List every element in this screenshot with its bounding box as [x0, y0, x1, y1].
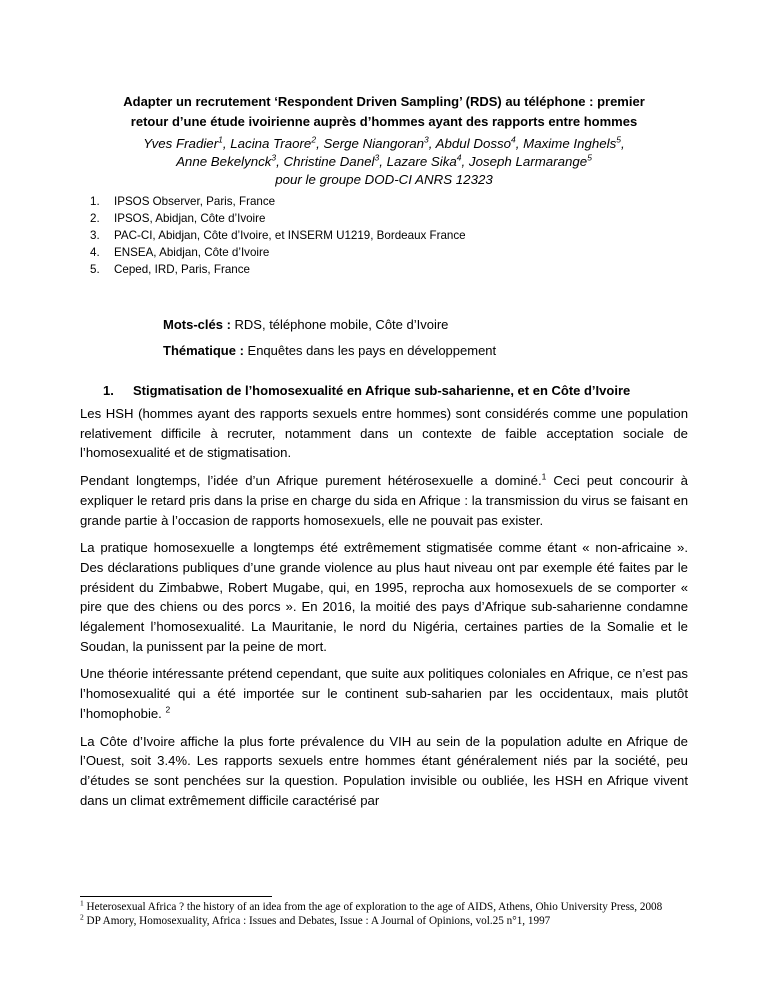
paragraph — [80, 471, 688, 530]
body-text — [80, 404, 688, 818]
author-list — [80, 135, 688, 189]
section-heading — [103, 382, 630, 400]
footnote — [80, 900, 688, 914]
author-name: Abdul Dosso — [435, 136, 512, 151]
affiliation-list — [90, 193, 650, 278]
footnote-text: DP Amory, Homosexuality, Africa : Issues and Debates, Issue : A Journal of Opinions, vol.25 n°1, 1997 — [83, 915, 551, 927]
keywords-label: Mots-clés : — [163, 317, 231, 332]
section-number: 1. — [103, 383, 114, 398]
paragraph — [80, 664, 688, 723]
author-name: Anne Bekelynck — [176, 154, 272, 169]
author-affil-ref: 5 — [587, 152, 592, 163]
author-group: pour le groupe DOD-CI ANRS 12323 — [275, 172, 493, 187]
author-name: Yves Fradier — [143, 136, 219, 151]
keywords-line — [163, 316, 448, 334]
affiliation-number: 3. — [90, 229, 100, 242]
author-affil-ref: 3 — [424, 134, 429, 145]
affiliation-text: IPSOS, Abidjan, Côte d’Ivoire — [114, 212, 266, 225]
author-name: Christine Danel — [283, 154, 375, 169]
footnotes — [80, 900, 688, 928]
paragraph: Les HSH (hommes ayant des rapports sexuels entre hommes) sont considérés comme une population relativement difficile à recruter, notamment dans un contexte de faible acceptation sociale de l’homosexualité et de stigmatisation. — [80, 406, 688, 461]
author-name: Lazare Sika — [386, 154, 457, 169]
thematique-line — [163, 342, 496, 360]
footnote-text: Heterosexual Africa ? the history of an idea from the age of exploration to the age of AIDS, Athens, Ohio University Press, 2008 — [83, 901, 663, 913]
affiliation-number: 4. — [90, 246, 100, 259]
paragraph-text: Pendant longtemps, l’idée d’un Afrique purement hétérosexuelle a dominé. — [80, 473, 542, 489]
title-line-1: Adapter un recrutement ‘Respondent Driven Sampling’ (RDS) au téléphone : premier — [123, 94, 645, 109]
author-name: Lacina Traore — [230, 136, 312, 151]
affiliation-item — [90, 210, 650, 227]
author-name: Serge Niangoran — [323, 136, 424, 151]
affiliation-number: 5. — [90, 263, 100, 276]
author-affil-ref: 4 — [511, 134, 516, 145]
authors-line-2: Anne Bekelynck$^3$, Christine Danel$^3$, Lazare Sika$^4$, Joseph Larmarange$^5$ — [176, 152, 592, 169]
author-affil-ref: 4 — [456, 152, 462, 163]
affiliation-text: IPSOS Observer, Paris, France — [114, 195, 276, 208]
affiliation-text: Ceped, IRD, Paris, France — [114, 263, 250, 276]
footnote-number: 2 — [80, 912, 84, 922]
affiliation-item — [90, 193, 650, 210]
author-affil-ref: 1 — [218, 134, 223, 145]
footnote-divider — [80, 896, 272, 897]
author-affil-ref: 3 — [271, 152, 277, 163]
section-title: Stigmatisation de l’homosexualité en Afrique sub-saharienne, et en Côte d’Ivoire — [133, 383, 631, 398]
paper-title — [80, 92, 688, 132]
affiliation-text: ENSEA, Abidjan, Côte d’Ivoire — [114, 246, 270, 259]
title-line-2: retour d’une étude ivoirienne auprès d’hommes ayant des rapports entre hommes — [130, 114, 638, 129]
thematique-label: Thématique : — [163, 343, 244, 358]
affiliation-text: PAC-CI, Abidjan, Côte d’Ivoire, et INSERM U1219, Bordeaux France — [114, 229, 466, 242]
affiliation-number: 2. — [90, 212, 100, 225]
author-affil-ref: 5 — [616, 134, 622, 145]
paragraph-text: Ceci peut concourir à expliquer le retard pris dans la prise en charge du sida en Afrique : la transmission du virus se faisant en grande partie à l’occasion de rapports homosexuels, elle ne pouvait pas exister. — [80, 473, 688, 528]
footnote — [80, 914, 688, 928]
paragraph: La Côte d’Ivoire affiche la plus forte prévalence du VIH au sein de la population adulte en Afrique de l’Ouest, soit 3.4%. Les rapports sexuels entre hommes étant généralement niés par la société, peu d’études se sont penchées sur la question. Population invisible ou oubliée, les HSH en Afrique vivent dans un climat extrêmement difficile caractérisé par — [80, 733, 688, 808]
thematique-value: Enquêtes dans les pays en développement — [243, 343, 497, 358]
affiliation-number: 1. — [90, 195, 100, 208]
keywords-value: RDS, téléphone mobile, Côte d’Ivoire — [230, 317, 449, 332]
authors-line-1: Yves Fradier$^1$, Lacina Traore$^2$, Serge Niangoran$^3$, Abdul Dosso$^4$, Maxime Inghels$^5$, — [143, 134, 625, 151]
footnote-number: 1 — [80, 898, 84, 908]
affiliation-item — [90, 261, 650, 278]
paragraph: La pratique homosexuelle a longtemps été extrêmement stigmatisée comme étant « non-africaine ». Des déclarations publiques d’une grande violence au plus haut niveau ont par exemple été faites par le président du Zimbabwe, Robert Mugabe, qui, en 1995, reprocha aux homosexuels de se comporter « pire que des chiens ou des porcs ». En 2016, la moitié des pays d’Afrique sub-saharienne condamne légalement l’homosexualité. La Mauritanie, le nord du Nigéria, certaines parties de la Somalie et le Soudan, la punissent par la peine de mort. — [80, 540, 688, 654]
affiliation-item — [90, 244, 650, 261]
author-name: Joseph Larmarange — [468, 154, 588, 169]
author-name: Maxime Inghels — [523, 136, 617, 151]
author-affil-ref: 2 — [311, 134, 317, 145]
footnote-ref: 1 — [541, 471, 547, 482]
paragraph-text: Une théorie intéressante prétend cependant, que suite aux politiques coloniales en Afrique, ce n’est pas l’homosexualité qui a été importée sur le continent sub-saharien par les occidentaux, mais plutôt l’homophobie. — [80, 666, 688, 721]
affiliation-item — [90, 227, 650, 244]
author-affil-ref: 3 — [374, 152, 380, 163]
footnote-ref: 2 — [165, 704, 171, 715]
